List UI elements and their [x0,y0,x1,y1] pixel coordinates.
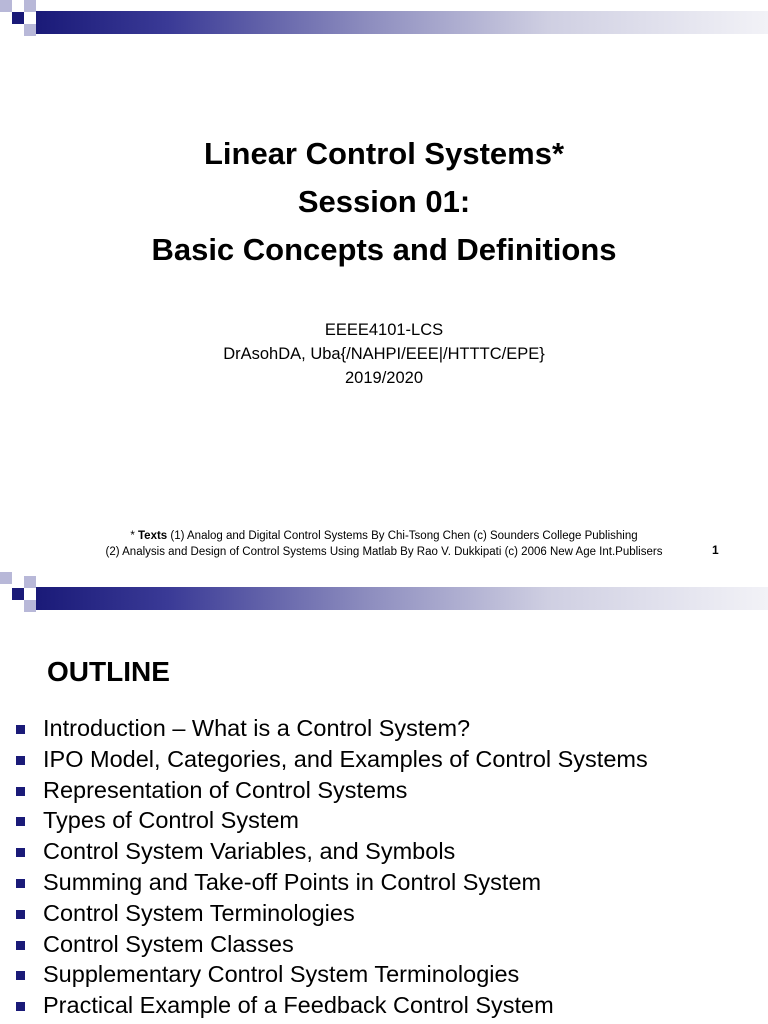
list-item-text: Control System Terminologies [43,899,355,926]
title-line-2: Session 01: [297,184,471,219]
list-item-text: IPO Model, Categories, and Examples of Control Systems [43,745,648,772]
list-item-text: Control System Classes [43,930,294,957]
course-info [0,318,768,390]
list-item-text: Supplementary Control System Terminologies [43,961,520,988]
outline-slide [0,572,768,1024]
list-item [0,959,768,990]
bullet-square-icon [16,941,25,950]
bullet-square-icon [16,756,25,765]
title-line-3: Basic Concepts and Definitions [151,232,617,267]
outline-heading: OUTLINE [47,656,170,687]
list-item [0,867,768,898]
bullet-square-icon [16,971,25,980]
list-item-text: Practical Example of a Feedback Control System [43,992,554,1019]
bullet-square-icon [16,879,25,888]
footnote-line-1 [0,528,768,544]
list-item [0,929,768,960]
bullet-square-icon [16,817,25,826]
course-code: EEEE4101-LCS [324,321,444,339]
title-line-1: Linear Control Systems* [203,136,565,171]
bullet-square-icon [16,1002,25,1011]
academic-year: 2019/2020 [345,369,423,387]
list-item [0,898,768,929]
bullet-square-icon [16,725,25,734]
page-number: 1 [712,543,719,557]
list-item [0,744,768,775]
list-item [0,805,768,836]
list-item [0,713,768,744]
footnote-texts-label: Texts [138,530,168,542]
list-item-text: Summing and Take-off Points in Control System [43,868,542,895]
list-item-text: Introduction – What is a Control System? [43,715,471,741]
header-decoration [0,0,768,50]
slide-title [0,130,768,274]
header-decoration [0,572,768,622]
outline-list [0,713,768,1021]
bullet-square-icon [16,848,25,857]
author-line: DrAsohDA, Uba{/NAHPI/EEE|/HTTTC/EPE} [223,345,545,363]
footnote-star: * [130,530,138,542]
list-item-text: Types of Control System [43,807,299,834]
footnote-ref-2: (2) Analysis and Design of Control Systems Using Matlab By Rao V. Dukkipati (c) 2006 New Age Int.Publisers [105,546,663,558]
list-item [0,775,768,806]
list-item-text: Representation of Control Systems [43,776,408,803]
bullet-square-icon [16,910,25,919]
list-item-text: Control System Variables, and Symbols [43,838,456,865]
list-item [0,836,768,867]
footnote-ref-1: (1) Analog and Digital Control Systems By Chi-Tsong Chen (c) Sounders College Publishing [167,530,638,542]
bullet-square-icon [16,787,25,796]
references-footnote [0,528,768,560]
list-item [0,990,768,1021]
